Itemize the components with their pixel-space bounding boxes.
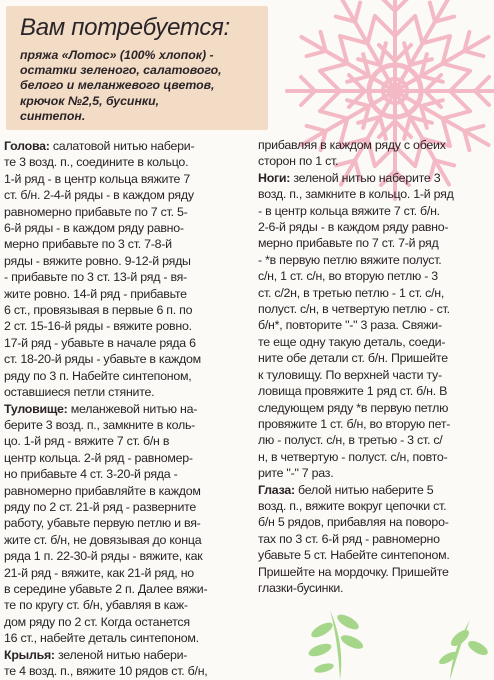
materials-line: синтепон. [20, 108, 86, 123]
text-line [258, 514, 494, 530]
materials-box [6, 6, 268, 130]
text-line [258, 268, 494, 284]
text-span: зеленой нитью набери- [54, 647, 188, 662]
text-span: н, в четвертую - полуст. с/н, повто- [258, 449, 448, 464]
text-span: равномерно прибавляйте в каждом [4, 483, 201, 498]
text-span: 2 ст. 15-16-й ряды - вяжите ровно. [4, 319, 192, 334]
text-span: ряда 1 п. 22-30-й ряды - вяжите, как [4, 549, 203, 564]
text-line [4, 384, 248, 400]
text-line [4, 368, 248, 384]
text-span: возд. п., замкните в кольцо. 1-й ряд [258, 187, 454, 202]
text-span: 17-й ряд - убавьте в начале ряда 6 [4, 335, 196, 350]
text-line [258, 301, 494, 317]
text-span: следующем ряду *в первую петлю [258, 400, 449, 415]
text-line [258, 334, 494, 350]
text-span: те 3 возд. п., соедините в кольцо. [4, 155, 189, 170]
text-span: но прибавьте 4 ст. 3-20-й ряда - [4, 467, 178, 482]
text-line [258, 432, 494, 448]
text-line [258, 367, 494, 383]
text-span: дом ряду по 2 ст. Когда останется [4, 614, 190, 629]
text-span: б/н 5 рядов, прибавляя на поворо- [258, 515, 449, 530]
text-line [4, 187, 248, 203]
text-span: - *в первую петлю вяжите полуст. [258, 252, 442, 267]
text-span: ст. 18-20-й ряды - убавьте в каждом [4, 352, 201, 367]
text-span: белой нитью наберите 5 [294, 482, 434, 497]
text-line [4, 351, 248, 367]
text-line [258, 252, 494, 268]
text-line [4, 515, 248, 531]
text-line [4, 401, 248, 417]
text-span: те по кругу ст. б/н, убавляя в каж- [4, 598, 188, 613]
materials-line: пряжа «Лотос» (100% хлопок) - [20, 48, 214, 62]
text-span: оставшиеся петли стяните. [4, 385, 155, 400]
text-line [258, 350, 494, 366]
materials-line: крючок №2,5, бусинки, [20, 93, 160, 108]
text-line [258, 186, 494, 202]
text-span: в середине убавьте 2 п. Далее вяжи- [4, 581, 208, 596]
text-line [258, 285, 494, 301]
text-line [4, 269, 248, 285]
text-line [4, 335, 248, 351]
text-span: ните обе детали ст. б/н. Пришейте [258, 351, 448, 366]
text-line [4, 450, 248, 466]
materials-list [20, 48, 270, 124]
text-span: зеленой нитью наберите 3 [290, 170, 441, 185]
text-span: - прибавьте по 3 ст. 13-й ряд - вя- [4, 270, 187, 285]
text-span: ловища провяжите 1 ряд ст. б/н. В [258, 384, 448, 399]
text-span: 6 ст., провязывая в первые 6 п. по [4, 303, 193, 318]
text-span: жите ст. б/н, не довязывая до конца [4, 532, 202, 547]
text-line [4, 302, 248, 318]
text-line [4, 253, 248, 269]
text-span: те 4 возд. п., вяжите 10 рядов ст. б/н, [4, 664, 208, 678]
text-span: работу, убавьте первую петлю и вя- [4, 516, 201, 531]
text-span: ст. б/н. 2-4-й ряды - в каждом ряду [4, 188, 194, 203]
text-line [258, 203, 494, 219]
text-span: провяжите 1 ст. б/н, во вторую пет- [258, 416, 451, 431]
text-line [4, 236, 248, 252]
text-line [258, 449, 494, 465]
text-line [4, 663, 248, 679]
text-line [258, 498, 494, 514]
text-span: 1-й ряд - в центр кольца вяжите 7 [4, 171, 190, 186]
text-line [4, 433, 248, 449]
text-span: ряду по 3 п. Набейте синтепоном, [4, 368, 192, 383]
text-line [258, 580, 494, 596]
text-span: прибавляя в каждом ряду с обеих [258, 138, 446, 152]
text-line [4, 220, 248, 236]
text-line [258, 219, 494, 235]
text-line [4, 548, 248, 564]
text-span: цо. 1-й ряд - вяжите 7 ст. б/н в [4, 434, 170, 449]
text-line [4, 318, 248, 334]
text-line [4, 499, 248, 515]
text-span: к туловищу. По верхней части ту- [258, 367, 442, 382]
text-span: глазки-бусинки. [258, 580, 344, 595]
fern-decoration [300, 590, 494, 680]
text-span: жите ровно. 14-й ряд - прибавьте [4, 286, 187, 301]
materials-title: Вам потребуется: [20, 14, 230, 41]
text-span: ряду по 2 ст. 21-й ряд - разверните [4, 499, 197, 514]
section-heading: Голова: [4, 139, 50, 153]
section-heading: Крылья: [4, 647, 55, 662]
text-line [4, 154, 248, 170]
text-line [4, 614, 248, 630]
text-line [258, 482, 494, 498]
text-line [258, 383, 494, 399]
text-line [4, 204, 248, 220]
text-line [258, 465, 494, 481]
text-span: мерно прибавьте по 7 ст. 7-й ряд [258, 236, 439, 251]
text-span: 2-6-й ряды - в каждом ряду равно- [258, 220, 449, 235]
text-line [258, 137, 494, 153]
text-span: меланжевой нитью на- [67, 401, 198, 416]
text-span: - в центр кольца вяжите 7 ст. б/н. [258, 203, 440, 218]
text-span: тах по 3 ст. 6-й ряд - равномерно [258, 531, 440, 546]
text-line [4, 286, 248, 302]
materials-line: белого и меланжевого цветов, [20, 78, 215, 93]
text-span: сторон по 1 ст. [258, 154, 339, 169]
text-line [4, 466, 248, 482]
text-span: 21-й ряд - вяжите, как 21-й ряд, но [4, 565, 194, 580]
text-line [4, 171, 248, 187]
text-span: мерно прибавьте по 3 ст. 7-8-й [4, 237, 172, 252]
text-span: б/н*, повторите "-" 3 раза. Свяжи- [258, 318, 442, 333]
text-span: ряды - вяжите ровно. 9-12-й ряды [4, 253, 191, 268]
instructions-column-right [258, 137, 494, 596]
instructions-column-left [4, 138, 248, 679]
text-line [4, 417, 248, 433]
text-line [4, 138, 248, 154]
text-line [258, 170, 494, 186]
materials-line: остатки зеленого, салатового, [20, 63, 222, 78]
text-line [4, 647, 248, 663]
text-line [4, 532, 248, 548]
text-span: берите 3 возд. п., замкните в коль- [4, 417, 196, 432]
text-span: Пришейте на мордочку. Пришейте [258, 564, 449, 579]
text-span: салатовой нитью набери- [49, 139, 195, 153]
text-line [4, 565, 248, 581]
text-span: 16 ст., набейте деталь синтепоном. [4, 631, 199, 646]
text-span: центр кольца. 2-й ряд - равномер- [4, 450, 193, 465]
text-line [258, 400, 494, 416]
text-line [258, 153, 494, 169]
text-line [258, 235, 494, 251]
text-line [258, 564, 494, 580]
text-line [4, 630, 248, 646]
text-span: равномерно прибавьте по 7 ст. 5- [4, 204, 188, 219]
text-line [4, 581, 248, 597]
text-line [258, 317, 494, 333]
section-heading: Туловище: [4, 401, 68, 416]
text-span: рите "-" 7 раз. [258, 466, 334, 481]
text-line [258, 416, 494, 432]
section-heading: Ноги: [258, 170, 291, 185]
text-span: те еще одну такую деталь, соеди- [258, 334, 446, 349]
text-span: убавьте 5 ст. Набейте синтепоном. [258, 548, 450, 563]
text-span: возд. п., вяжите вокруг цепочки ст. [258, 498, 447, 513]
text-span: ст. с/2н, в третью петлю - 1 ст. с/н, [258, 285, 445, 300]
text-span: лю - полуст. с/н, в третью - 3 ст. с/ [258, 433, 443, 448]
text-line [4, 483, 248, 499]
text-span: с/н, 1 ст. с/н, во вторую петлю - 3 [258, 269, 438, 284]
text-span: полуст. с/н, в четвертую петлю - ст. [258, 302, 450, 317]
text-line [258, 547, 494, 563]
text-line [4, 597, 248, 613]
text-span: 6-й ряды - в каждом ряду равно- [4, 221, 184, 236]
text-line [258, 531, 494, 547]
section-heading: Глаза: [258, 482, 295, 497]
